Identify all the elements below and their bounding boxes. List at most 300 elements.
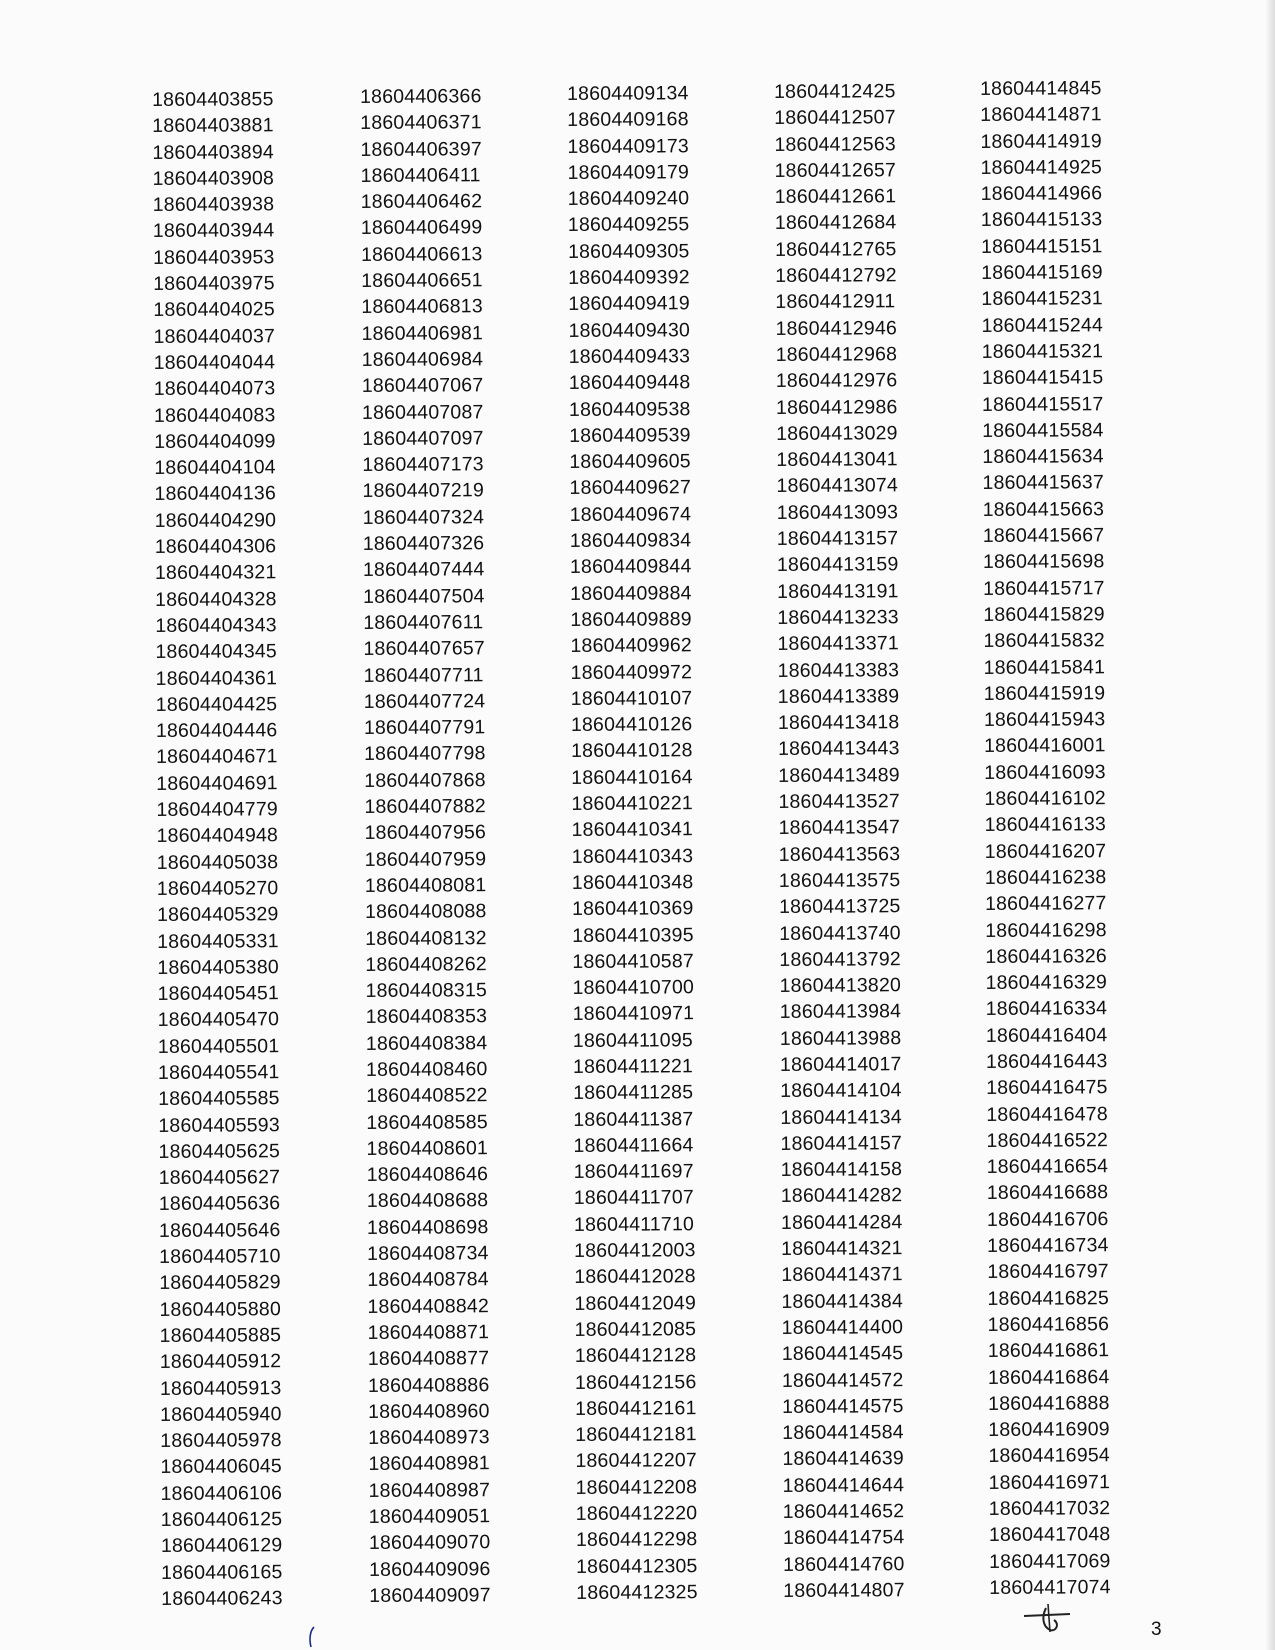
- id-entry: 18604406613: [360, 243, 483, 266]
- id-entry: 18604405380: [157, 956, 279, 979]
- id-entry: 18604413563: [778, 842, 901, 866]
- id-entry: 18604409134: [567, 82, 689, 105]
- id-list: [152, 86, 311, 1612]
- id-entry: 18604414400: [781, 1316, 904, 1339]
- id-entry: 18604412085: [574, 1318, 697, 1341]
- id-entry: 18604412684: [774, 211, 897, 235]
- id-entry: 18604414158: [780, 1158, 903, 1182]
- id-entry: 18604407882: [364, 795, 486, 819]
- id-entry: 18604404446: [155, 719, 278, 743]
- id-entry: 18604417032: [988, 1497, 1111, 1521]
- id-entry: 18604403953: [152, 246, 275, 269]
- id-entry: 18604406499: [360, 216, 483, 240]
- id-entry: 18604415829: [983, 603, 1105, 626]
- id-entry: 18604404425: [155, 693, 278, 716]
- id-entry: 18604404073: [153, 377, 276, 401]
- id-entry: 18604410395: [572, 923, 694, 947]
- id-entry: 18604406411: [360, 164, 481, 187]
- id-entry: 18604414134: [780, 1105, 902, 1129]
- id-entry: 18604414104: [780, 1079, 902, 1103]
- id-entry: 18604405625: [158, 1140, 281, 1163]
- id-entry: 18604413074: [776, 474, 899, 498]
- id-entry: 18604408353: [365, 1005, 488, 1029]
- id-entry: 18604410369: [571, 897, 694, 921]
- id-entry: 18604416864: [987, 1365, 1110, 1389]
- id-entry: 18604409179: [567, 161, 690, 184]
- id-entry: 18604408698: [366, 1216, 489, 1239]
- id-entry: 18604409539: [569, 424, 691, 447]
- id-entry: 18604405038: [156, 850, 279, 874]
- id-entry: 18604412661: [774, 185, 897, 209]
- id-entry: 18604415667: [982, 524, 1105, 548]
- id-entry: 18604409674: [569, 502, 692, 526]
- id-entry: 18604410341: [571, 818, 694, 842]
- id-entry: 18604413029: [776, 422, 898, 445]
- id-entry: 18604413740: [779, 921, 901, 945]
- id-entry: 18604412792: [775, 264, 897, 288]
- id-entry: 18604409889: [570, 608, 692, 631]
- id-entry: 18604406651: [361, 269, 483, 293]
- id-entry: 18604409070: [368, 1531, 491, 1555]
- id-entry: 18604403894: [152, 140, 274, 164]
- id-entry: 18604409962: [570, 634, 693, 658]
- id-entry: 18604403881: [152, 114, 274, 138]
- id-entry: 18604406984: [361, 348, 484, 371]
- id-entry: 18604406397: [360, 137, 482, 161]
- id-entry: 18604412128: [574, 1344, 697, 1368]
- id-entry: 18604415841: [983, 655, 1106, 679]
- id-entry: 18604408384: [365, 1031, 488, 1055]
- id-entry: 18604404691: [156, 771, 278, 795]
- id-entry: 18604416001: [984, 734, 1106, 758]
- id-entry: 18604415919: [983, 682, 1106, 705]
- id-entry: 18604404044: [153, 351, 276, 374]
- id-entry: 18604416478: [986, 1102, 1108, 1126]
- id-entry: 18604414871: [980, 103, 1102, 127]
- id-entry: 18604413725: [778, 895, 901, 919]
- id-entry: 18604407791: [363, 716, 486, 740]
- id-entry: 18604407724: [363, 690, 486, 713]
- id-entry: 18604408871: [367, 1321, 490, 1344]
- id-entry: 18604410221: [571, 792, 693, 816]
- id-entry: 18604412765: [774, 238, 897, 261]
- id-entry: 18604412028: [574, 1265, 696, 1289]
- id-entry: 18604410587: [572, 950, 694, 973]
- id-entry: 18604405329: [156, 903, 279, 927]
- id-column-3: [567, 80, 726, 1606]
- id-entry: 18604412003: [574, 1239, 696, 1263]
- id-entry: 18604408688: [366, 1189, 489, 1213]
- id-entry: 18604415637: [982, 471, 1105, 495]
- id-entry: 18604414652: [782, 1500, 905, 1524]
- id-entry: 18604414321: [781, 1237, 903, 1261]
- id-entry: 18604405627: [158, 1166, 281, 1190]
- id-entry: 18604408522: [366, 1084, 488, 1108]
- id-entry: 18604416443: [985, 1050, 1108, 1073]
- id-entry: 18604414572: [781, 1368, 904, 1392]
- id-entry: 18604413191: [777, 579, 899, 603]
- id-entry: 18604415321: [981, 340, 1104, 363]
- id-entry: 18604407711: [363, 663, 484, 687]
- id-entry: 18604416654: [986, 1155, 1109, 1179]
- id-entry: 18604406371: [360, 111, 482, 135]
- id-entry: 18604415698: [982, 550, 1105, 574]
- id-entry: 18604409538: [568, 397, 691, 421]
- id-entry: 18604413389: [777, 685, 900, 708]
- id-entry: 18604411664: [573, 1134, 694, 1157]
- id-entry: 18604414371: [781, 1263, 903, 1287]
- id-entry: 18604415584: [982, 419, 1104, 442]
- id-entry: 18604406813: [361, 295, 483, 319]
- page-edge-shadow: [1265, 0, 1275, 1650]
- id-entry: 18604405585: [158, 1087, 280, 1111]
- id-entry: 18604410700: [572, 976, 695, 1000]
- id-entry: 18604410164: [571, 765, 693, 789]
- id-entry: 18604414925: [980, 156, 1103, 179]
- id-entry: 18604414919: [980, 129, 1102, 153]
- id-entry: 18604415832: [983, 629, 1106, 653]
- id-entry: 18604404361: [155, 666, 278, 690]
- id-entry: 18604410971: [572, 1002, 695, 1026]
- id-entry: 18604416688: [986, 1181, 1109, 1205]
- id-entry: 18604415517: [981, 392, 1104, 416]
- id-entry: 18604414845: [980, 77, 1102, 100]
- id-entry: 18604413233: [777, 606, 899, 629]
- id-entry: 18604407611: [363, 611, 484, 634]
- id-entry: 18604412507: [774, 106, 896, 130]
- id-entry: 18604416326: [985, 945, 1107, 968]
- id-entry: 18604412156: [574, 1370, 697, 1394]
- id-entry: 18604413093: [776, 500, 899, 524]
- id-entry: 18604409834: [569, 529, 692, 553]
- id-entry: 18604411095: [572, 1028, 693, 1052]
- id-entry: 18604408734: [367, 1242, 489, 1266]
- id-entry: 18604416329: [985, 971, 1108, 995]
- id-entry: 18604415231: [981, 287, 1103, 311]
- id-entry: 18604409255: [567, 213, 690, 237]
- id-entry: 18604416522: [986, 1129, 1109, 1152]
- id-entry: 18604413041: [776, 448, 898, 472]
- id-entry: 18604405978: [160, 1429, 282, 1453]
- id-entry: 18604412425: [774, 80, 896, 103]
- id-entry: 18604409605: [569, 450, 691, 474]
- id-entry: 18604404779: [156, 798, 278, 822]
- id-entry: 18604412563: [774, 132, 896, 156]
- id-entry: 18604414639: [782, 1447, 904, 1471]
- id-entry: 18604409305: [567, 240, 690, 263]
- id-entry: 18604412968: [775, 343, 898, 366]
- id-column-4: [774, 78, 933, 1604]
- id-entry: 18604409844: [569, 555, 692, 579]
- id-entry: 18604412181: [575, 1423, 697, 1447]
- id-entry: 18604412207: [575, 1449, 697, 1473]
- id-entry: 18604408842: [367, 1294, 490, 1318]
- id-entry: 18604412161: [575, 1397, 697, 1420]
- id-entry: 18604405940: [160, 1403, 282, 1426]
- id-entry: 18604414284: [780, 1211, 903, 1234]
- id-entry: 18604404290: [154, 508, 277, 532]
- id-entry: 18604407657: [363, 637, 486, 661]
- id-entry: 18604404671: [156, 745, 278, 769]
- id-entry: 18604412298: [575, 1528, 698, 1552]
- id-entry: 18604414575: [782, 1395, 904, 1418]
- id-entry: 18604410343: [571, 844, 694, 868]
- id-entry: 18604404343: [155, 614, 277, 637]
- id-column-1: [152, 86, 311, 1612]
- id-entry: 18604405885: [159, 1324, 282, 1347]
- id-entry: 18604414282: [780, 1184, 903, 1208]
- id-entry: 18604403855: [152, 88, 274, 111]
- id-entry: 18604409168: [567, 108, 689, 132]
- id-entry: 18604405829: [159, 1271, 281, 1295]
- id-entry: 18604409433: [568, 345, 691, 368]
- id-entry: 18604412657: [774, 159, 897, 182]
- id-entry: 18604413443: [778, 737, 900, 761]
- id-entry: 18604405501: [157, 1034, 280, 1058]
- page-number: 3: [1151, 1619, 1162, 1640]
- id-entry: 18604409448: [568, 371, 691, 395]
- id-entry: 18604412946: [775, 316, 898, 340]
- id-entry: 18604416404: [985, 1023, 1108, 1047]
- id-column-5: [980, 75, 1139, 1601]
- id-entry: 18604404328: [155, 587, 277, 611]
- id-entry: 18604413527: [778, 790, 900, 814]
- id-entry: 18604405331: [157, 929, 279, 953]
- id-entry: 18604404306: [154, 535, 277, 559]
- id-entry: 18604409972: [570, 660, 693, 684]
- id-list: [774, 78, 933, 1604]
- id-entry: 18604413984: [779, 1000, 902, 1024]
- id-entry: 18604416888: [988, 1392, 1110, 1415]
- id-entry: 18604408601: [366, 1137, 489, 1160]
- id-entry: 18604406125: [160, 1508, 283, 1532]
- id-entry: 18604406129: [160, 1534, 283, 1558]
- id-entry: 18604413157: [776, 527, 899, 551]
- id-entry: 18604417069: [989, 1549, 1111, 1573]
- id-entry: 18604408132: [365, 926, 487, 950]
- id-entry: 18604411285: [573, 1081, 694, 1105]
- id-entry: 18604406981: [361, 321, 484, 345]
- id-entry: 18604414966: [980, 182, 1103, 206]
- id-entry: 18604416133: [984, 813, 1107, 837]
- id-entry: 18604409051: [368, 1505, 491, 1529]
- id-entry: 18604414545: [781, 1342, 904, 1366]
- id-entry: 18604414807: [783, 1579, 905, 1602]
- id-entry: 18604403938: [152, 193, 275, 217]
- id-entry: 18604416238: [984, 866, 1107, 889]
- id-entry: 18604415943: [983, 708, 1106, 732]
- id-entry: 18604416797: [987, 1260, 1109, 1284]
- id-entry: 18604412325: [576, 1581, 698, 1604]
- id-entry: 18604404025: [153, 298, 275, 322]
- pen-stroke-mark: [305, 1625, 319, 1649]
- id-entry: 18604416734: [987, 1234, 1109, 1258]
- id-entry: 18604416954: [988, 1444, 1110, 1468]
- id-entry: 18604407444: [362, 558, 485, 582]
- id-entry: 18604416298: [985, 918, 1107, 942]
- id-entry: 18604409627: [569, 476, 692, 500]
- id-entry: 18604407087: [361, 400, 484, 424]
- id-entry: 18604407173: [362, 453, 484, 477]
- id-entry: 18604403944: [152, 219, 275, 243]
- id-entry: 18604415415: [981, 366, 1104, 390]
- id-entry: 18604408585: [366, 1110, 488, 1134]
- id-entry: 18604412049: [574, 1291, 697, 1315]
- handwritten-initial-mark: [1020, 1602, 1080, 1636]
- id-entry: 18604407326: [362, 532, 485, 556]
- id-entry: 18604414584: [782, 1421, 904, 1445]
- id-entry: 18604409430: [568, 318, 691, 342]
- id-entry: 18604404104: [154, 456, 276, 480]
- id-entry: 18604405270: [156, 877, 279, 900]
- id-entry: 18604416861: [987, 1339, 1110, 1363]
- id-entry: 18604412976: [775, 369, 898, 393]
- id-entry: 18604404345: [155, 640, 278, 664]
- id-entry: 18604406243: [161, 1587, 283, 1610]
- id-entry: 18604416277: [984, 892, 1107, 916]
- id-entry: 18604405880: [159, 1297, 282, 1321]
- id-entry: 18604406462: [360, 190, 483, 214]
- id-entry: 18604413489: [778, 763, 900, 787]
- id-entry: 18604404321: [154, 561, 277, 585]
- id-entry: 18604408460: [365, 1058, 488, 1081]
- id-entry: 18604409097: [369, 1584, 491, 1607]
- id-entry: 18604416856: [987, 1313, 1110, 1336]
- id-entry: 18604410348: [571, 871, 694, 894]
- id-entry: 18604411221: [572, 1055, 694, 1078]
- id-entry: 18604408987: [368, 1478, 491, 1502]
- id-entry: 18604408646: [366, 1163, 489, 1187]
- id-entry: 18604404037: [153, 324, 276, 348]
- id-list: [980, 75, 1139, 1601]
- id-entry: 18604415133: [980, 208, 1103, 232]
- id-entry: 18604407067: [361, 374, 484, 398]
- id-entry: 18604403975: [153, 272, 275, 296]
- id-entry: 18604407097: [362, 427, 484, 450]
- id-entry: 18604412911: [775, 290, 896, 314]
- id-entry: 18604415169: [981, 261, 1103, 285]
- id-entry: 18604409096: [369, 1557, 491, 1581]
- id-entry: 18604416334: [985, 997, 1108, 1021]
- id-entry: 18604410107: [570, 687, 693, 710]
- id-entry: 18604405913: [159, 1376, 282, 1400]
- id-entry: 18604416909: [988, 1418, 1110, 1442]
- id-entry: 18604405470: [157, 1008, 280, 1032]
- id-entry: 18604408081: [364, 874, 487, 897]
- id-entry: 18604411707: [573, 1186, 694, 1210]
- id-entry: 18604408315: [365, 979, 488, 1003]
- id-entry: 18604408973: [368, 1426, 490, 1450]
- id-entry: 18604408784: [367, 1268, 489, 1292]
- id-entry: 18604408886: [367, 1373, 490, 1397]
- id-entry: 18604416475: [986, 1076, 1108, 1100]
- id-entry: 18604415151: [980, 235, 1103, 258]
- id-entry: 18604410126: [570, 713, 693, 737]
- id-entry: 18604409884: [570, 581, 692, 605]
- id-entry: 18604414384: [781, 1289, 904, 1313]
- id-entry: 18604415244: [981, 313, 1104, 337]
- id-entry: 18604411387: [573, 1107, 694, 1131]
- id-entry: 18604407798: [364, 742, 486, 766]
- id-entry: 18604405636: [158, 1192, 281, 1216]
- id-entry: 18604409419: [568, 292, 690, 316]
- id-entry: 18604405646: [158, 1219, 281, 1242]
- id-entry: 18604407956: [364, 821, 487, 845]
- id-entry: 18604411710: [573, 1213, 695, 1236]
- id-entry: 18604404099: [154, 430, 276, 453]
- id-entry: 18604409392: [568, 266, 690, 290]
- id-entry: 18604413371: [777, 632, 900, 656]
- id-entry: 18604414017: [779, 1053, 902, 1076]
- id-entry: 18604413792: [779, 948, 901, 971]
- id-column-2: [360, 83, 519, 1609]
- id-entry: 18604413383: [777, 658, 900, 682]
- id-entry: 18604407868: [364, 768, 486, 792]
- id-entry: 18604412305: [576, 1554, 698, 1578]
- id-entry: 18604412986: [775, 395, 898, 419]
- id-entry: 18604413575: [778, 869, 901, 892]
- id-list: [567, 80, 726, 1606]
- id-entry: 18604406106: [160, 1481, 283, 1505]
- id-entry: 18604416825: [987, 1286, 1110, 1310]
- id-entry: 18604407504: [363, 584, 485, 608]
- id-entry: 18604412220: [575, 1502, 698, 1526]
- id-entry: 18604409173: [567, 134, 689, 158]
- id-entry: 18604413418: [777, 711, 900, 735]
- id-entry: 18604413547: [778, 816, 901, 840]
- id-entry: 18604410128: [571, 739, 693, 763]
- id-entry: 18604415663: [982, 497, 1105, 521]
- id-list: [360, 83, 519, 1609]
- id-entry: 18604404083: [153, 403, 276, 427]
- id-entry: 18604405451: [157, 982, 280, 1006]
- id-entry: 18604408981: [368, 1452, 490, 1476]
- id-entry: 18604405541: [157, 1061, 280, 1084]
- id-entry: 18604405912: [159, 1350, 282, 1374]
- id-entry: 18604406045: [160, 1455, 282, 1479]
- id-entry: 18604403908: [152, 167, 275, 190]
- id-entry: 18604408877: [367, 1347, 490, 1371]
- id-entry: 18604407324: [362, 505, 485, 529]
- id-entry: 18604414157: [780, 1132, 903, 1155]
- id-entry: 18604408262: [365, 953, 487, 976]
- id-entry: 18604413988: [779, 1026, 902, 1050]
- id-entry: 18604416971: [988, 1470, 1111, 1494]
- id-entry: 18604407219: [362, 479, 485, 503]
- id-entry: 18604408088: [364, 900, 487, 924]
- id-entry: 18604405710: [159, 1245, 281, 1269]
- id-entry: 18604415717: [983, 576, 1105, 600]
- id-entry: 18604416093: [984, 760, 1106, 784]
- id-entry: 18604416207: [984, 839, 1107, 863]
- id-entry: 18604417048: [988, 1523, 1111, 1547]
- id-entry: 18604405593: [158, 1113, 280, 1137]
- id-entry: 18604406366: [360, 85, 482, 108]
- id-entry: 18604409240: [567, 187, 690, 211]
- id-entry: 18604414760: [783, 1552, 905, 1576]
- id-entry: 18604407959: [364, 847, 487, 871]
- id-entry: 18604414644: [782, 1473, 905, 1497]
- id-entry: 18604416102: [984, 787, 1106, 811]
- id-entry: 18604411697: [573, 1160, 694, 1184]
- id-entry: 18604415634: [982, 445, 1104, 469]
- id-entry: 18604413159: [776, 553, 899, 577]
- id-entry: 18604417074: [989, 1576, 1111, 1599]
- id-entry: 18604404948: [156, 824, 279, 848]
- id-entry: 18604404136: [154, 482, 277, 506]
- id-entry: 18604414754: [782, 1526, 905, 1550]
- id-entry: 18604416706: [986, 1208, 1109, 1231]
